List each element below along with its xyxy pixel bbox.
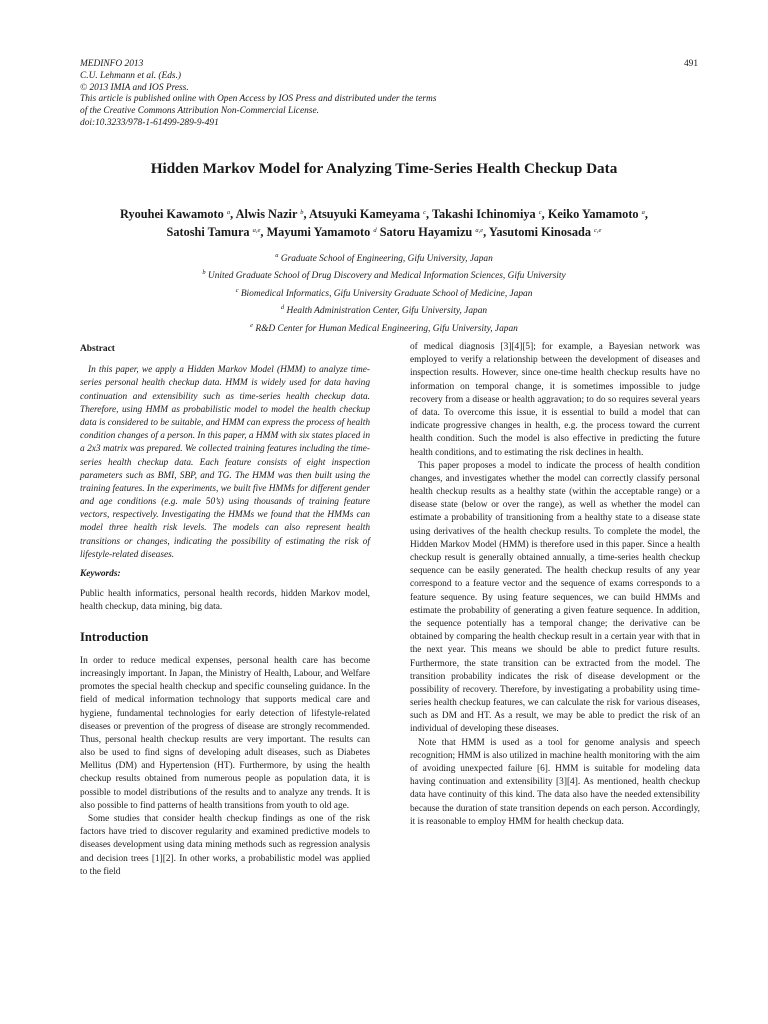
abstract-text: In this paper, we apply a Hidden Markov Model (HMM) to analyze time-series personal health checkup data. HMM is widely used for data having continuation and extensibility such as time-series health checkup data. Therefore, using HMM as probabilistic model to model the health checkup data is considered to be suitable, and HMM can express the process of health condition changes of a person. In this paper, a HMM with six states placed in a 2x3 matrix was prepared. We collected training features including the time-series health checkup data. Each feature consists of eight inspection parameters such as BMI, SBP, and TG. The HMM was then built using the training features. In the experiments, we built five HMMs for different gender and age conditions (e.g. male 50’s) using thousands of training feature vectors, respectively. Investigating the HMMs we found that the HMMs can model three health risk levels. The models can also represent health transitions or changes, indicating the possibility of estimating the risk of lifestyle-related diseases. (80, 365, 370, 560)
body-paragraph: This paper proposes a model to indicate the process of health condition changes, and investigates whether the model can correctly classify personal health checkup results as a healthy state (within the acceptable range) or a disease state (below or over the range), as well as whether the model can estimate a probability of transitioning from a healthy state to a disease state using derivatives of the health checkup results. To complete the model, the Hidden Markov Model (HMM) is therefore used in this paper. Since a health checkup result is generally obtained annually, a time-series health checkup sequence can be easily generated. The health checkup results of any year correspond to a feature vector and the sequence of exams corresponds to a feature sequence. By using feature sequences, we can build HMMs and estimate the probability of generating a given feature sequence. In addition, the sequence potentially has a temporal change; the derivative can be obtained by comparing the health checkup result in a certain year with that in the next year. This means we should be able to predict future results. Furthermore, the state transition can be extracted from the model. The transition probability indicates the risk of disease development or the possibility of recovery. Therefore, by investigating a probability using time-series health checkup features, we can calculate the risk for various diseases, such as DM and HT. As a result, we may be able to predict the risk of an individual of developing these diseases. (410, 460, 700, 735)
header-line-editors: C.U. Lehmann et al. (Eds.) (80, 70, 182, 81)
keywords-text: Public health informatics, personal health records, hidden Markov model, health checkup, data mining, big data. (80, 589, 370, 613)
author-name: Satoshi Tamura (166, 224, 253, 239)
author-affil-sup: a (226, 209, 231, 216)
affiliation: $^d$ Health Administration Center, Gifu University, Japan (280, 304, 488, 317)
author-name: Alwis Nazir (235, 207, 301, 221)
affiliation-list (60, 249, 708, 336)
left-column (80, 343, 370, 879)
author-affil-sup: d (373, 226, 377, 234)
publication-header (80, 59, 640, 130)
author-list (60, 205, 708, 240)
author-line-2: Satoshi Tamura $^{a,e}$, Mayumi Yamamoto $^d$ Satoru Hayamizu $^{a,e}$, Yasutomi Kinosada $^{c,e}$ (166, 224, 602, 239)
abstract-heading: Abstract (80, 344, 115, 354)
body-paragraph: of medical diagnosis [3][4][5]; for example, a Bayesian network was employed to verify a relationship between the development of diseases and inspection results. However, since one-time health checkup results have no information on temporal change, it is sometimes impossible to judge recovery from a disease or health aggravation; to do so requires several years of data. To overcome this issue, it is essential to build a model that can indicate progressive changes in health, e.g. the process toward the current health condition. Such the model is also effective in predicting the future health conditions, and to estimating the risk declines in health. (410, 342, 700, 458)
affiliation: $^e$ R&D Center for Human Medical Engineering, Gifu University, Japan (250, 321, 518, 334)
header-line-doi: doi:10.3233/978-1-61499-289-9-491 (80, 117, 219, 128)
author-affil-sup: c (423, 209, 426, 216)
introduction-paragraph: In order to reduce medical expenses, personal health care has become increasingly important. In Japan, the Ministry of Health, Labour, and Welfare promotes the special health checkup and specific counseling guidance. In the field of medical information technology that supports medical care and hygiene, fundamental technologies for early detection of lifestyle-related diseases or prevention of the progress of disease are strongly recommended. Thus, personal health checkup results are very important. The results can also be used to find signs of developing adult diseases, such as Diabetes Mellitus (DM) and Hypertension (HT). Furthermore, by using the health checkup results obtained from numerous people as population data, it is possible to model distributions of the results and to analyze any trends. It is also possible to find patterns of health transitions from youth to old age. (80, 655, 370, 811)
affiliation: $^c$ Biomedical Informatics, Gifu University Graduate School of Medicine, Japan (235, 286, 533, 299)
affiliation: $^a$ Graduate School of Engineering, Gifu University, Japan (275, 252, 493, 264)
introduction-paragraph: Some studies that consider health checkup findings as one of the risk factors have tried to discover regularity and examined predictive models to diseases development using data mining methods such as regression analysis and decision trees [1][2]. In other works, a probabilistic model was applied to the field (80, 814, 370, 877)
author-name: Yasutomi Kinosada (488, 224, 595, 239)
author-name: Mayumi Yamamoto (266, 224, 374, 239)
keywords-heading: Keywords: (80, 569, 121, 579)
right-column (410, 341, 700, 829)
author-affil-sup: a,e (475, 226, 484, 234)
author-name: Keiko Yamamoto (547, 207, 642, 221)
affiliation: $^b$ United Graduate School of Drug Discovery and Medical Information Sciences, Gifu University (202, 269, 566, 282)
author-name: Ryouhei Kawamoto (120, 207, 227, 221)
header-line-copyright: © 2013 IMIA and IOS Press. (80, 82, 189, 93)
header-line-journal: MEDINFO 2013 (80, 59, 144, 69)
introduction-heading: Introduction (80, 629, 149, 644)
header-line-license-2: of the Creative Commons Attribution Non-Commercial License. (80, 106, 319, 117)
author-affil-sup: a (641, 209, 645, 216)
page-number: 491 (683, 59, 698, 69)
body-paragraph: Note that HMM is used as a tool for genome analysis and speech recognition; HMM is also utilized in machine health monitoring with the aim of avoiding unexpected failure [6]. HMM is suitable for modeling data having continuation and extensibility [3][4]. As mentioned, health checkup data have continuity of this kind. The data also have the needed extensibility because the duration of state transition depends on each person. Accordingly, it is reasonable to employ HMM for health checkup data. (410, 737, 700, 827)
author-line-1: Ryouhei Kawamoto $^a$, Alwis Nazir $^b$, Atsuyuki Kameyama $^c$, Takashi Ichinomiya $^c$, Keiko Yamamoto $^a$, (120, 207, 648, 221)
header-line-license-1: This article is published online with Open Access by IOS Press and distributed under the terms (80, 94, 437, 105)
author-name: Satoru Hayamizu (379, 224, 476, 239)
author-name: Atsuyuki Kameyama (309, 207, 424, 221)
author-affil-sup: b (300, 209, 304, 216)
author-affil-sup: c (538, 209, 542, 216)
author-affil-sup: a,e (252, 226, 261, 234)
author-affil-sup: c,e (594, 226, 602, 234)
paper-title: Hidden Markov Model for Analyzing Time-Series Health Checkup Data (150, 160, 618, 177)
author-name: Takashi Ichinomiya (431, 207, 539, 221)
